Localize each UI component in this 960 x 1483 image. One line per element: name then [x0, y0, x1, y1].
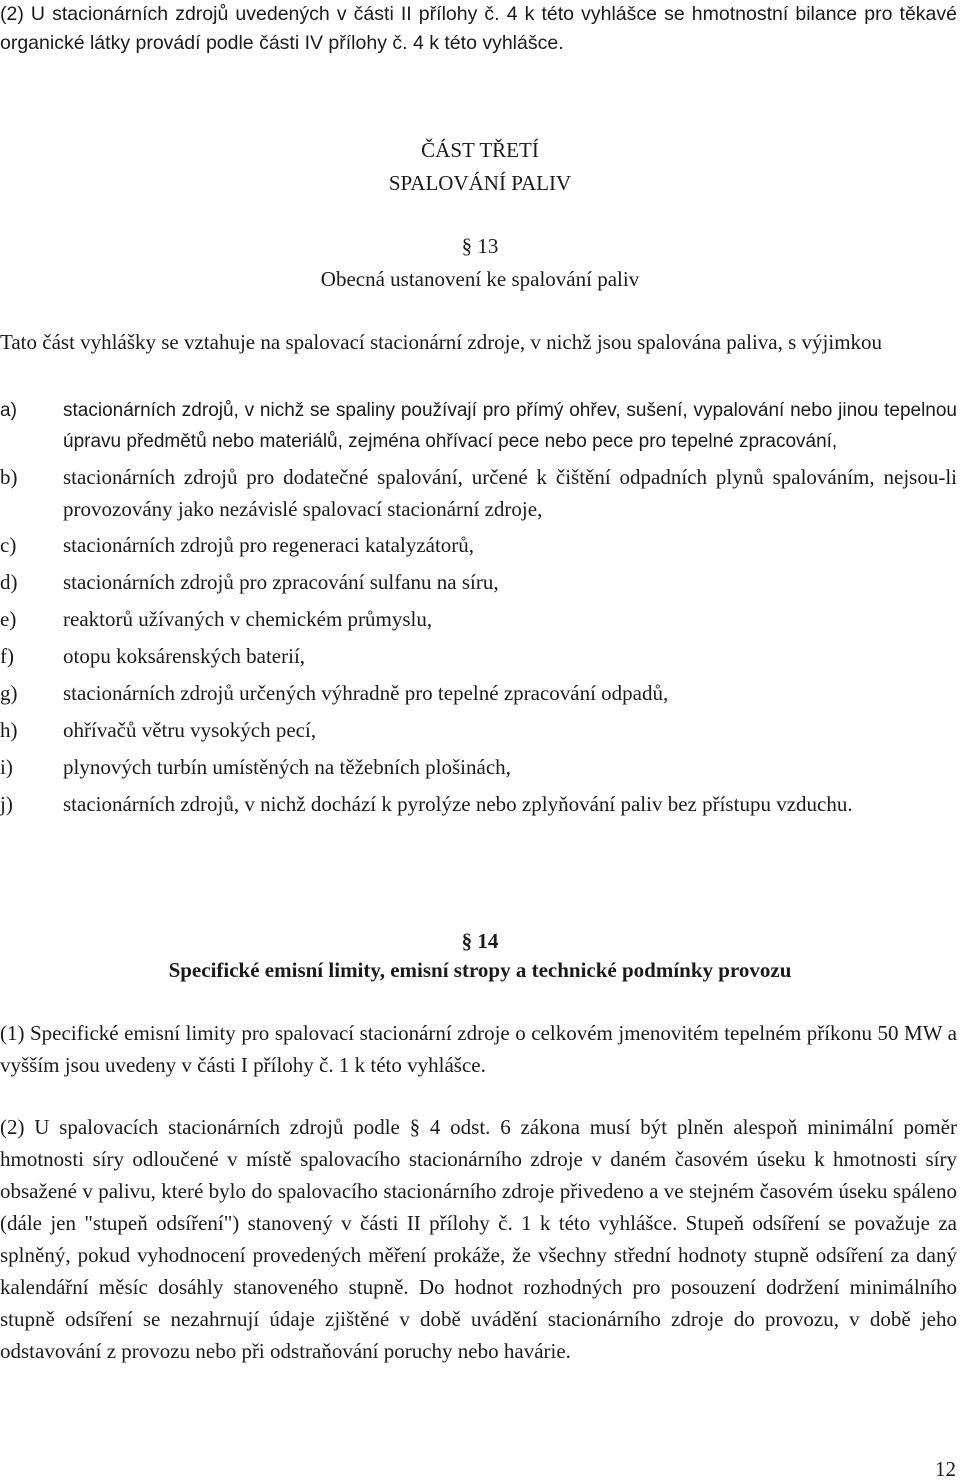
list-item: [0, 640, 957, 672]
list-item-text: plynových turbín umístěných na těžebních plošinách,: [63, 755, 511, 779]
list-item: [0, 751, 957, 783]
list-item: [0, 677, 957, 709]
list-item-label: h): [0, 718, 18, 742]
list-item-label: i): [0, 755, 13, 779]
list-item-label: c): [0, 533, 17, 557]
list-item: [0, 566, 957, 598]
part-name: SPALOVÁNÍ PALIV: [388, 171, 572, 195]
list-item-text: stacionárních zdrojů určených výhradně pro tepelné zpracování odpadů,: [63, 681, 669, 705]
list-item-text: stacionárních zdrojů, v nichž dochází k pyrolýze nebo zplyňování paliv bez přístupu vzduchu.: [63, 792, 853, 816]
list-item-label: g): [0, 681, 18, 705]
list-item: [0, 395, 957, 457]
list-item: [0, 714, 957, 746]
intro-paragraph: (2) U stacionárních zdrojů uvedených v části II přílohy č. 4 k této vyhlášce se hmotnostní bilance pro těkavé organické látky provádí podle části IV přílohy č. 4 k této vyhlášce.: [0, 3, 957, 54]
section-14-title: Specifické emisní limity, emisní stropy a technické podmínky provozu: [168, 958, 792, 982]
list-item-label: d): [0, 570, 18, 594]
list-item-label: j): [0, 792, 13, 816]
list-item-text: stacionárních zdrojů pro dodatečné spalování, určené k čištění odpadních plynů spalováním, nejsou-li provozovány jako nezávislé spalovací stacionární zdroje,: [63, 465, 957, 521]
section-14-number: § 14: [461, 929, 499, 953]
list-item-text: ohřívačů větru vysokých pecí,: [63, 718, 317, 742]
list-item-text: stacionárních zdrojů pro regeneraci katalyzátorů,: [63, 533, 475, 557]
list-item-label: e): [0, 607, 17, 631]
list-item: [0, 461, 957, 525]
section-14-paragraph-1: (1) Specifické emisní limity pro spalovací stacionární zdroje o celkovém jmenovitém tepelném příkonu 50 MW a vyšším jsou uvedeny v části I přílohy č. 1 k této vyhlášce.: [0, 1021, 957, 1077]
list-item: [0, 529, 957, 561]
list-item: [0, 603, 957, 635]
list-item-text: otopu koksárenských baterií,: [63, 644, 306, 668]
exceptions-list: [0, 395, 957, 820]
section-13-number: § 13: [461, 234, 499, 258]
list-item-text: stacionárních zdrojů pro zpracování sulfanu na síru,: [63, 570, 499, 594]
section-13-title: Obecná ustanovení ke spalování paliv: [320, 267, 640, 291]
list-item: [0, 788, 957, 820]
list-item-text: stacionárních zdrojů, v nichž se spaliny používají pro přímý ohřev, sušení, vypalování nebo jinou tepelnou úpravu předmětů nebo materiálů, zejména ohřívací pece nebo pece pro tepelné zpracování,: [63, 400, 957, 452]
list-item-text: reaktorů užívaných v chemickém průmyslu,: [63, 607, 433, 631]
page-number: 12: [935, 1457, 956, 1481]
list-item-label: b): [0, 465, 18, 489]
list-item-label: f): [0, 644, 14, 668]
section-14-paragraph-2: (2) U spalovacích stacionárních zdrojů podle § 4 odst. 6 zákona musí být plněn alespoň minimální poměr hmotnosti síry odloučené v místě spalovacího stacionárního zdroje v daném časovém úseku k hmotnosti síry obsažené v palivu, které bylo do spalovacího stacionárního zdroje přivedeno a ve stejném časovém úseku spáleno (dále jen "stupeň odsíření") stanovený v části II přílohy č. 1 k této vyhlášce. Stupeň odsíření se považuje za splněný, pokud vyhodnocení provedených měření prokáže, že všechny střední hodnoty stupně odsíření za daný kalendářní měsíc dosáhly stanoveného stupně. Do hodnot rozhodných pro posouzení dodržení minimálního stupně odsíření se nezahrnují údaje zjištěné v době uvádění stacionárního zdroje do provozu, v době jeho odstavování z provozu nebo při odstraňování poruchy nebo havárie.: [0, 1115, 957, 1363]
list-item-label: a): [0, 400, 17, 421]
section-13-intro: Tato část vyhlášky se vztahuje na spalovací stacionární zdroje, v nichž jsou spalována paliva, s výjimkou: [0, 330, 883, 354]
part-number-title: ČÁST TŘETÍ: [421, 138, 539, 162]
